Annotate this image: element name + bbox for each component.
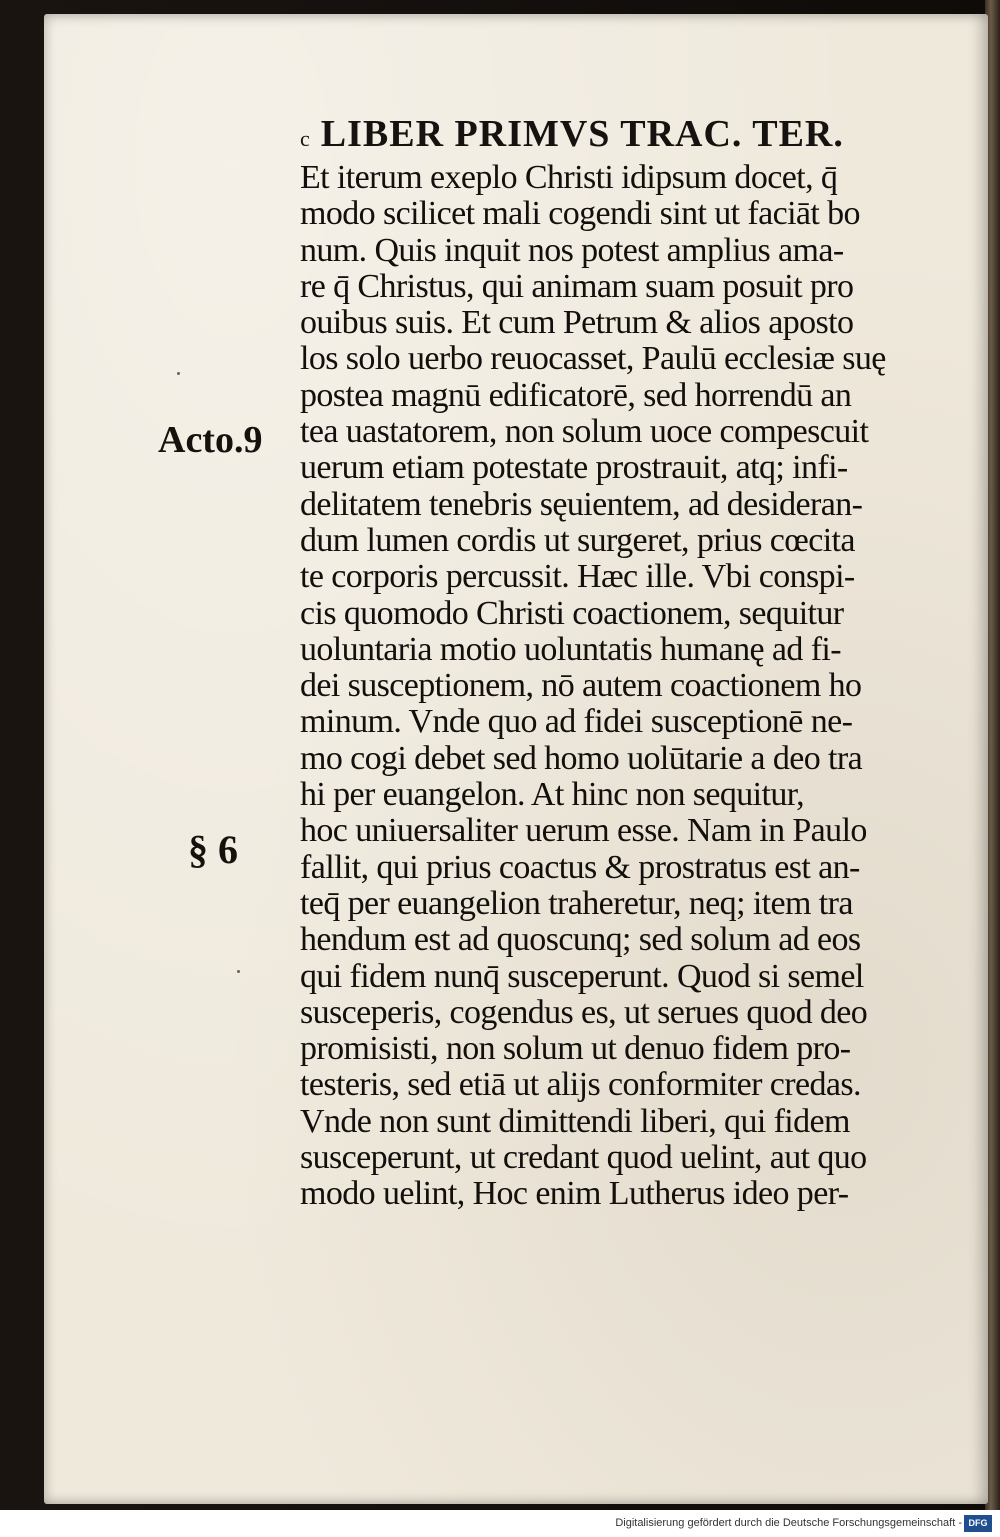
text-line: teq̄ per euangelion traheretur, neq; item tra — [300, 884, 853, 922]
text-line: promisisti, non solum ut denuo fidem pro- — [300, 1030, 851, 1068]
text-line: hi per euangelon. At hinc non sequitur, — [300, 776, 805, 814]
text-line: susceperis, cogendus es, ut serues quod deo — [300, 993, 868, 1031]
text-line: num. Quis inquit nos potest amplius ama- — [300, 231, 844, 269]
text-line: testeris, sed etiā ut alijs conformiter credas. — [300, 1066, 861, 1104]
text-line: uoluntaria motio uoluntatis humanę ad fi- — [300, 630, 841, 668]
text-line: re q̄ Christus, qui animam suam posuit pro — [300, 267, 854, 305]
running-head — [300, 112, 900, 156]
text-line: te corporis percussit. Hæc ille. Vbi conspi- — [300, 558, 855, 596]
margin-note-acto: Acto.9 — [158, 419, 263, 461]
footer-credit: Digitalisierung gefördert durch die Deutsche Forschungsgemeinschaft - — [615, 1517, 962, 1529]
text-line: modo scilicet mali cogendi sint ut faciāt bo — [300, 195, 860, 233]
text-line: minum. Vnde quo ad fidei susceptionē ne- — [300, 703, 853, 741]
text-line: ouibus suis. Et cum Petrum & alios aposto — [300, 304, 854, 342]
running-head-title: LIBER PRIMVS TRAC. TER. — [320, 113, 844, 155]
text-line: cis quomodo Christi coactionem, sequitur — [300, 594, 844, 632]
text-line: los solo uerbo reuocasset, Paulū ecclesiæ suę — [300, 340, 886, 378]
margin-note-section: § 6 — [188, 827, 238, 872]
paper-speck — [237, 970, 240, 973]
dfg-logo: DFG — [964, 1515, 992, 1532]
text-line: susceperunt, ut credant quod uelint, aut quo — [300, 1139, 867, 1177]
text-line: hoc uniuersaliter uerum esse. Nam in Paulo — [300, 812, 867, 850]
body-text — [300, 160, 940, 1213]
text-line: dei susceptionem, nō autem coactionem ho — [300, 667, 862, 705]
text-line: hendum est ad quoscunq; sed solum ad eos — [300, 921, 861, 959]
text-line: modo uelint, Hoc enim Lutherus ideo per- — [300, 1175, 849, 1213]
text-line: Et iterum exeplo Christi idipsum docet, q̄ — [300, 159, 838, 196]
text-line: dum lumen cordis ut surgeret, prius cœcita — [300, 521, 855, 559]
text-line: fallit, qui prius coactus & prostratus est an- — [300, 848, 860, 886]
text-line: uerum etiam potestate prostrauit, atq; infi- — [300, 449, 848, 487]
text-line: tea uastatorem, non solum uoce compescuit — [300, 413, 869, 451]
text-line: delitatem tenebris sęuientem, ad desideran- — [300, 485, 863, 523]
text-line: mo cogi debet sed homo uolūtarie a deo tra — [300, 739, 863, 777]
running-head-mark: c — [300, 126, 311, 151]
text-line: qui fidem nunq̄ susceperunt. Quod si semel — [300, 957, 864, 995]
text-line: postea magnū edificatorē, sed horrendū an — [300, 376, 852, 414]
text-line: Vnde non sunt dimittendi liberi, qui fidem — [300, 1102, 850, 1140]
paper-speck — [177, 372, 180, 375]
